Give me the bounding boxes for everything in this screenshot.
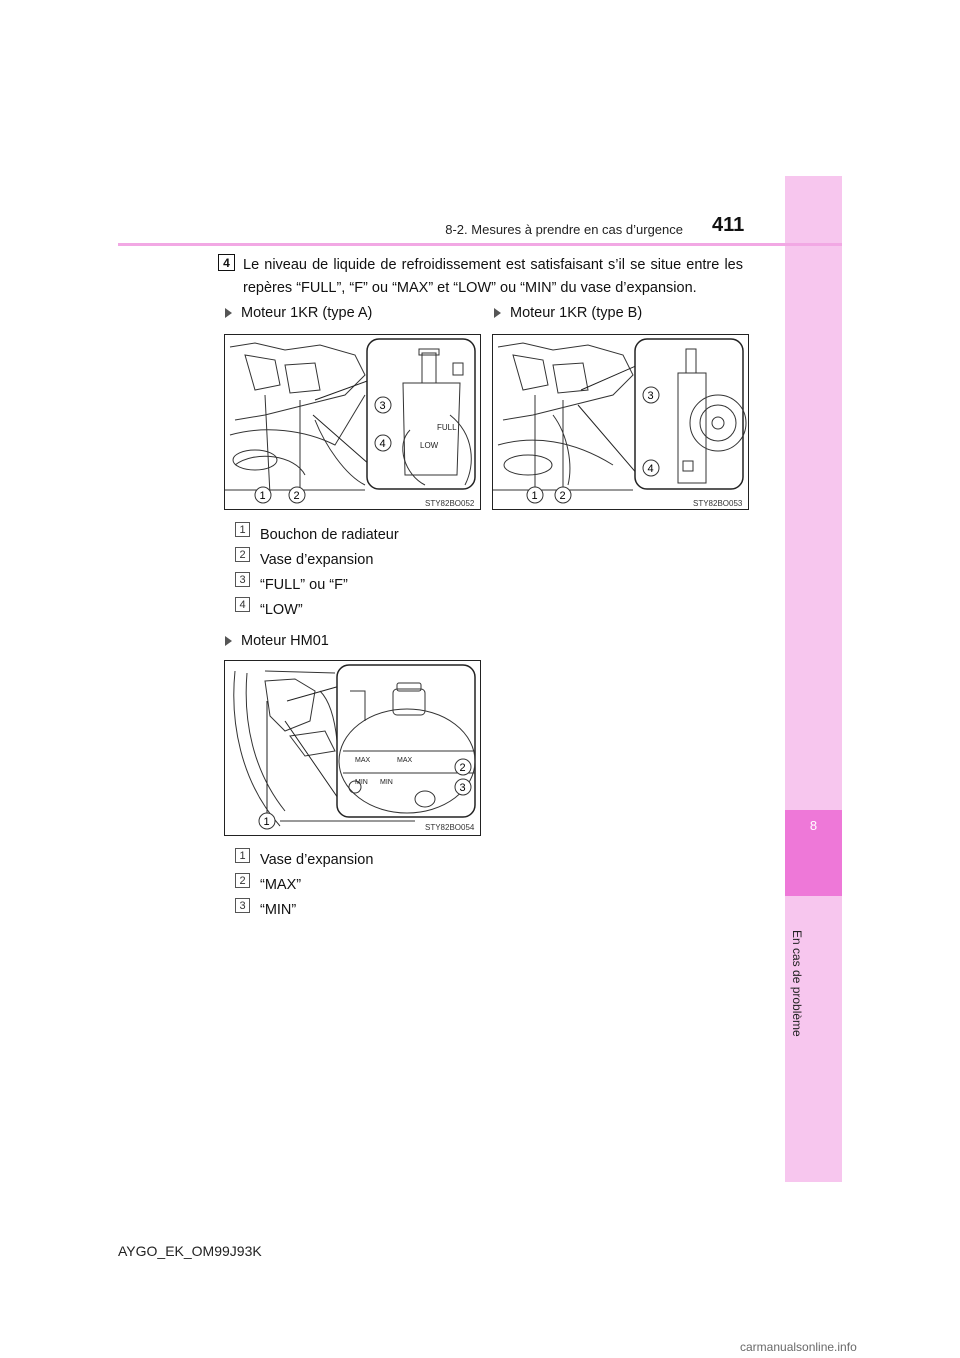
legend-text: “LOW” [260,602,303,618]
svg-text:FULL: FULL [437,423,457,432]
svg-text:2: 2 [459,762,466,774]
legend-number: 1 [235,848,250,863]
figure-code: STY82BO053 [693,499,743,508]
header-rule [118,243,842,246]
chapter-title: En cas de problème [790,930,804,1037]
watermark: carmanualsonline.info [740,1340,857,1354]
triangle-bullet-icon [494,308,501,318]
legend-number: 4 [235,597,250,612]
svg-text:1: 1 [263,816,270,828]
legend-text: Vase d’expansion [260,552,374,568]
svg-text:2: 2 [559,490,566,502]
legend-number: 2 [235,547,250,562]
figure-1kr-type-b [492,334,749,510]
manual-code: AYGO_EK_OM99J93K [118,1243,262,1259]
svg-text:1: 1 [259,490,266,502]
svg-text:MIN: MIN [380,779,393,786]
svg-text:3: 3 [647,390,654,402]
chapter-number: 8 [809,818,818,833]
caption-hm01: Moteur HM01 [225,633,329,649]
svg-text:MAX: MAX [397,757,413,764]
legend-text: Vase d’expansion [260,852,374,868]
svg-text:1: 1 [531,490,538,502]
legend-number: 2 [235,873,250,888]
section-title: 8-2. Mesures à prendre en cas d’urgence [445,222,683,237]
svg-text:4: 4 [647,463,654,475]
page-number: 411 [712,214,745,236]
svg-text:MAX: MAX [355,757,371,764]
caption-type-a: Moteur 1KR (type A) [225,305,372,321]
triangle-bullet-icon [225,636,232,646]
figure-code: STY82BO054 [425,823,475,832]
step-text: Le niveau de liquide de refroidissement est satisfaisant s’il se situe entre les repères “FULL”, “F” ou “MAX” et “LOW” ou “MIN” du vase d’expansion. [243,257,743,296]
legend-text: “MIN” [260,902,297,918]
triangle-bullet-icon [225,308,232,318]
chapter-title-vertical [790,930,820,1070]
engine-bay-illustration [225,335,480,509]
caption-type-b: Moteur 1KR (type B) [494,305,642,321]
legend-text: Bouchon de radiateur [260,527,399,543]
legend-number: 3 [235,898,250,913]
figure-code: STY82BO052 [425,499,475,508]
figure-hm01 [224,660,481,836]
legend-text: “MAX” [260,877,302,893]
engine-bay-illustration [225,661,480,835]
svg-text:LOW: LOW [420,441,439,450]
figure-1kr-type-a [224,334,481,510]
svg-text:4: 4 [379,438,386,450]
step-number-badge: 4 [218,254,235,271]
svg-text:3: 3 [459,782,466,794]
legend-text: “FULL” ou “F” [260,577,348,593]
legend-number: 1 [235,522,250,537]
svg-text:3: 3 [379,400,386,412]
svg-text:MIN: MIN [355,779,368,786]
engine-bay-illustration [493,335,748,509]
svg-text:2: 2 [293,490,300,502]
legend-number: 3 [235,572,250,587]
